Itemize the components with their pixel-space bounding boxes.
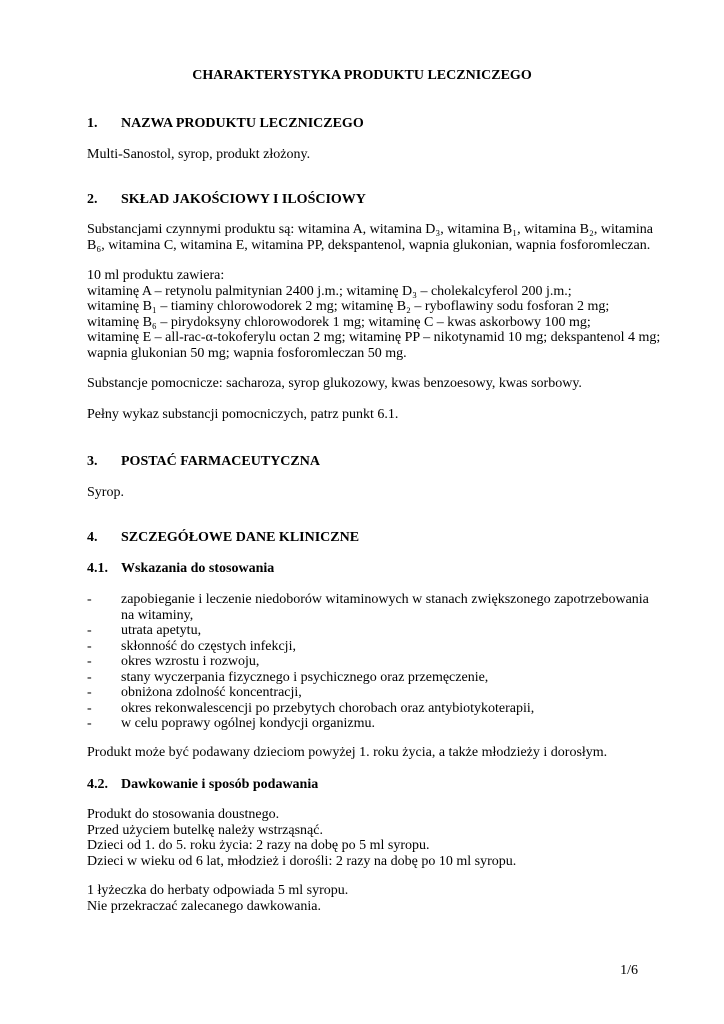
section-2-heading: [87, 192, 366, 208]
indications-list: [87, 592, 649, 732]
list-item: - w celu poprawy ogólnej kondycji organizmu.: [87, 716, 376, 731]
section-4-1-title: Wskazania do stosowania: [121, 561, 275, 576]
active-substances-paragraph: [87, 222, 653, 253]
section-4-2-title: Dawkowanie i sposób podawania: [121, 777, 319, 792]
section-2-number: 2.: [87, 192, 98, 207]
section-4-heading: [87, 530, 359, 546]
document-title: CHARAKTERYSTYKA PRODUKTU LECZNICZEGO: [192, 68, 532, 83]
section-1-title: NAZWA PRODUKTU LECZNICZEGO: [121, 116, 364, 131]
list-item: - zapobieganie i leczenie niedoborów witaminowych w stanach zwiększonego zapotrzebowania: [87, 592, 649, 607]
paragraph-line: Substancjami czynnymi produktu są: witamina A, witamina D₃, witamina B₁, witamina B₂, witamina: [87, 222, 653, 237]
paragraph-line: 10 ml produktu zawiera:: [87, 268, 225, 283]
section-4-1-heading: [87, 561, 274, 577]
paragraph-line: Dzieci w wieku od 6 lat, młodzież i dorośli: 2 razy na dobę po 10 ml syropu.: [87, 853, 517, 869]
paragraph-line: B₆, witamina C, witamina E, witamina PP, dekspantenol, wapnia glukonian, wapnia fosforomleczan.: [87, 237, 651, 253]
paragraph-line: Dzieci od 1. do 5. roku życia: 2 razy na dobę po 5 ml syropu.: [87, 838, 430, 853]
composition-paragraph: [87, 268, 660, 361]
section-3-number: 3.: [87, 454, 98, 469]
list-item: - okres rekonwalescencji po przebytych chorobach oraz antybiotykoterapii,: [87, 700, 535, 716]
paragraph-line: witaminę B₆ – pirydoksyny chlorowodorek 1 mg; witaminę C – kwas askorbowy 100 mg;: [87, 314, 591, 330]
section-3-title: POSTAĆ FARMACEUTYCZNA: [121, 454, 320, 469]
paragraph-line: wapnia glukonian 50 mg; wapnia fosforomleczan 50 mg.: [87, 345, 407, 361]
list-item: - okres wzrostu i rozwoju,: [87, 654, 260, 669]
section-2-title: SKŁAD JAKOŚCIOWY I ILOŚCIOWY: [121, 192, 366, 207]
section-3-heading: [87, 454, 320, 470]
paragraph-line: witaminę B₁ – tiaminy chlorowodorek 2 mg; witaminę B₂ – ryboflawiny sodu fosforan 2 mg;: [87, 299, 610, 314]
section-4-title: SZCZEGÓŁOWE DANE KLINICZNE: [121, 530, 360, 545]
paragraph-line: 1 łyżeczka do herbaty odpowiada 5 ml syropu.: [87, 883, 349, 898]
list-item: - obniżona zdolność koncentracji,: [87, 685, 302, 700]
section-1-heading: [87, 116, 364, 132]
section-1-number: 1.: [87, 116, 98, 131]
dosage-note-paragraph: [87, 883, 348, 914]
paragraph-line: Przed użyciem butelkę należy wstrząsnąć.: [87, 822, 323, 838]
excipients-reference-text: Pełny wykaz substancji pomocniczych, patrz punkt 6.1.: [87, 407, 399, 422]
paragraph-line: Nie przekraczać zalecanego dawkowania.: [87, 898, 321, 914]
pharmaceutical-form-text: Syrop.: [87, 485, 124, 500]
list-item: - skłonność do częstych infekcji,: [87, 638, 296, 654]
list-item: - stany wyczerpania fizycznego i psychicznego oraz przemęczenie,: [87, 669, 489, 685]
excipients-text: Substancje pomocnicze: sacharoza, syrop glukozowy, kwas benzoesowy, kwas sorbowy.: [87, 376, 582, 391]
page-number: 1/6: [620, 963, 638, 978]
section-4-2-number: 4.2.: [87, 777, 108, 792]
dosage-paragraph: [87, 807, 516, 869]
product-name-text: Multi-Sanostol, syrop, produkt złożony.: [87, 147, 311, 162]
paragraph-line: Produkt do stosowania doustnego.: [87, 807, 280, 822]
paragraph-line: witaminę A – retynolu palmitynian 2400 j.m.; witaminę D₃ – cholekalcyferol 200 j.m.;: [87, 283, 572, 299]
list-item-continuation: na witaminy,: [121, 607, 194, 623]
section-4-number: 4.: [87, 530, 98, 545]
section-4-2-heading: [87, 777, 318, 793]
section-4-1-number: 4.1.: [87, 561, 108, 576]
paragraph-line: witaminę E – all-rac-α-tokoferylu octan 2 mg; witaminę PP – nikotynamid 10 mg; dekspantenol 4 mg;: [87, 330, 661, 345]
age-indication-text: Produkt może być podawany dzieciom powyżej 1. roku życia, a także młodzieży i dorosłym.: [87, 745, 608, 760]
list-item: - utrata apetytu,: [87, 623, 202, 638]
